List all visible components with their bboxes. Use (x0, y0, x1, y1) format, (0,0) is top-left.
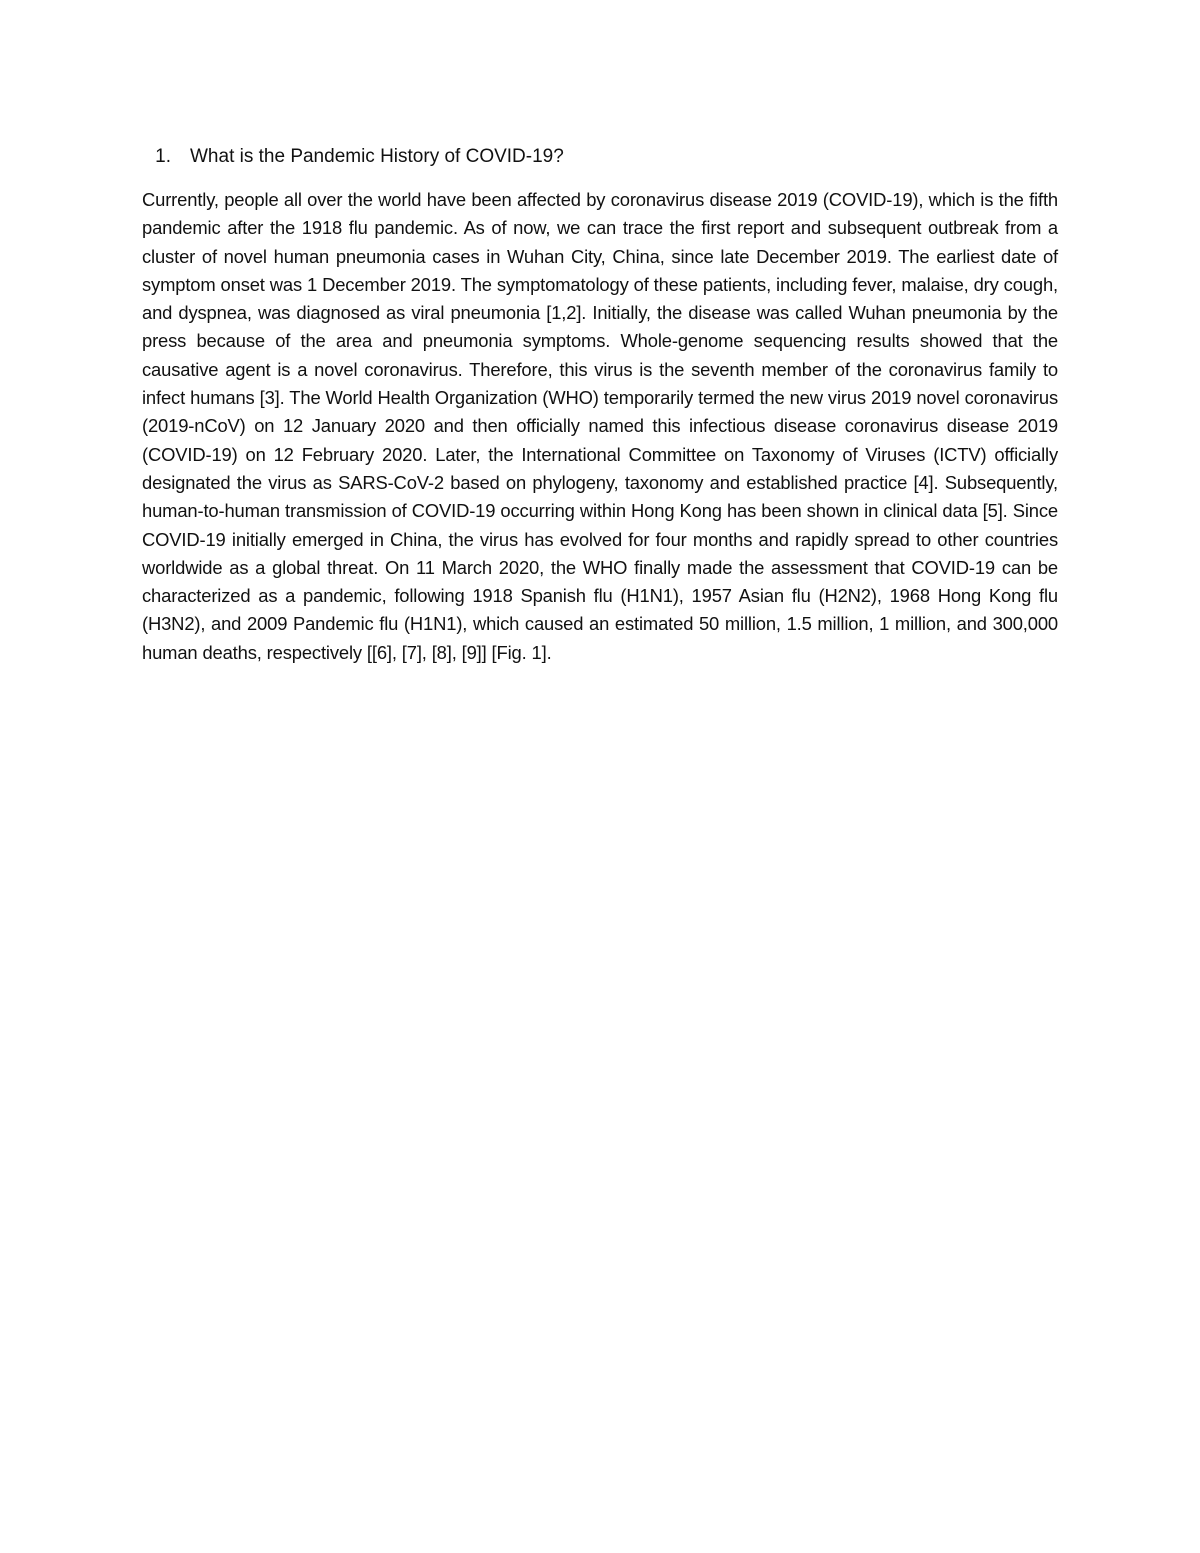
document-content (142, 143, 1058, 667)
question-heading (142, 143, 1058, 171)
question-number: 1. (155, 146, 171, 167)
question-text: What is the Pandemic History of COVID-19? (190, 146, 564, 167)
body-paragraph: Currently, people all over the world have been affected by coronavirus disease 2019 (COVID-19), which is the fifth pandemic after the 1918 flu pandemic. As of now, we can trace the first report and subsequent outbreak from a cluster of novel human pneumonia cases in Wuhan City, China, since late December 2019. The earliest date of symptom onset was 1 December 2019. The symptomatology of these patients, including fever, malaise, dry cough, and dyspnea, was diagnosed as viral pneumonia [1,2]. Initially, the disease was called Wuhan pneumonia by the press because of the area and pneumonia symptoms. Whole-genome sequencing results showed that the causative agent is a novel coronavirus. Therefore, this virus is the seventh member of the coronavirus family to infect humans [3]. The World Health Organization (WHO) temporarily termed the new virus 2019 novel coronavirus (2019-nCoV) on 12 January 2020 and then officially named this infectious disease coronavirus disease 2019 (COVID-19) on 12 February 2020. Later, the International Committee on Taxonomy of Viruses (ICTV) officially designated the virus as SARS-CoV-2 based on phylogeny, taxonomy and established practice [4]. Subsequently, human-to-human transmission of COVID-19 occurring within Hong Kong has been shown in clinical data [5]. Since COVID-19 initially emerged in China, the virus has evolved for four months and rapidly spread to other countries worldwide as a global threat. On 11 March 2020, the WHO finally made the assessment that COVID-19 can be characterized as a pandemic, following 1918 Spanish flu (H1N1), 1957 Asian flu (H2N2), 1968 Hong Kong flu (H3N2), and 2009 Pandemic flu (H1N1), which caused an estimated 50 million, 1.5 million, 1 million, and 300,000 human deaths, respectively [[6], [7], [8], [9]] [Fig. 1]. (142, 189, 1058, 663)
